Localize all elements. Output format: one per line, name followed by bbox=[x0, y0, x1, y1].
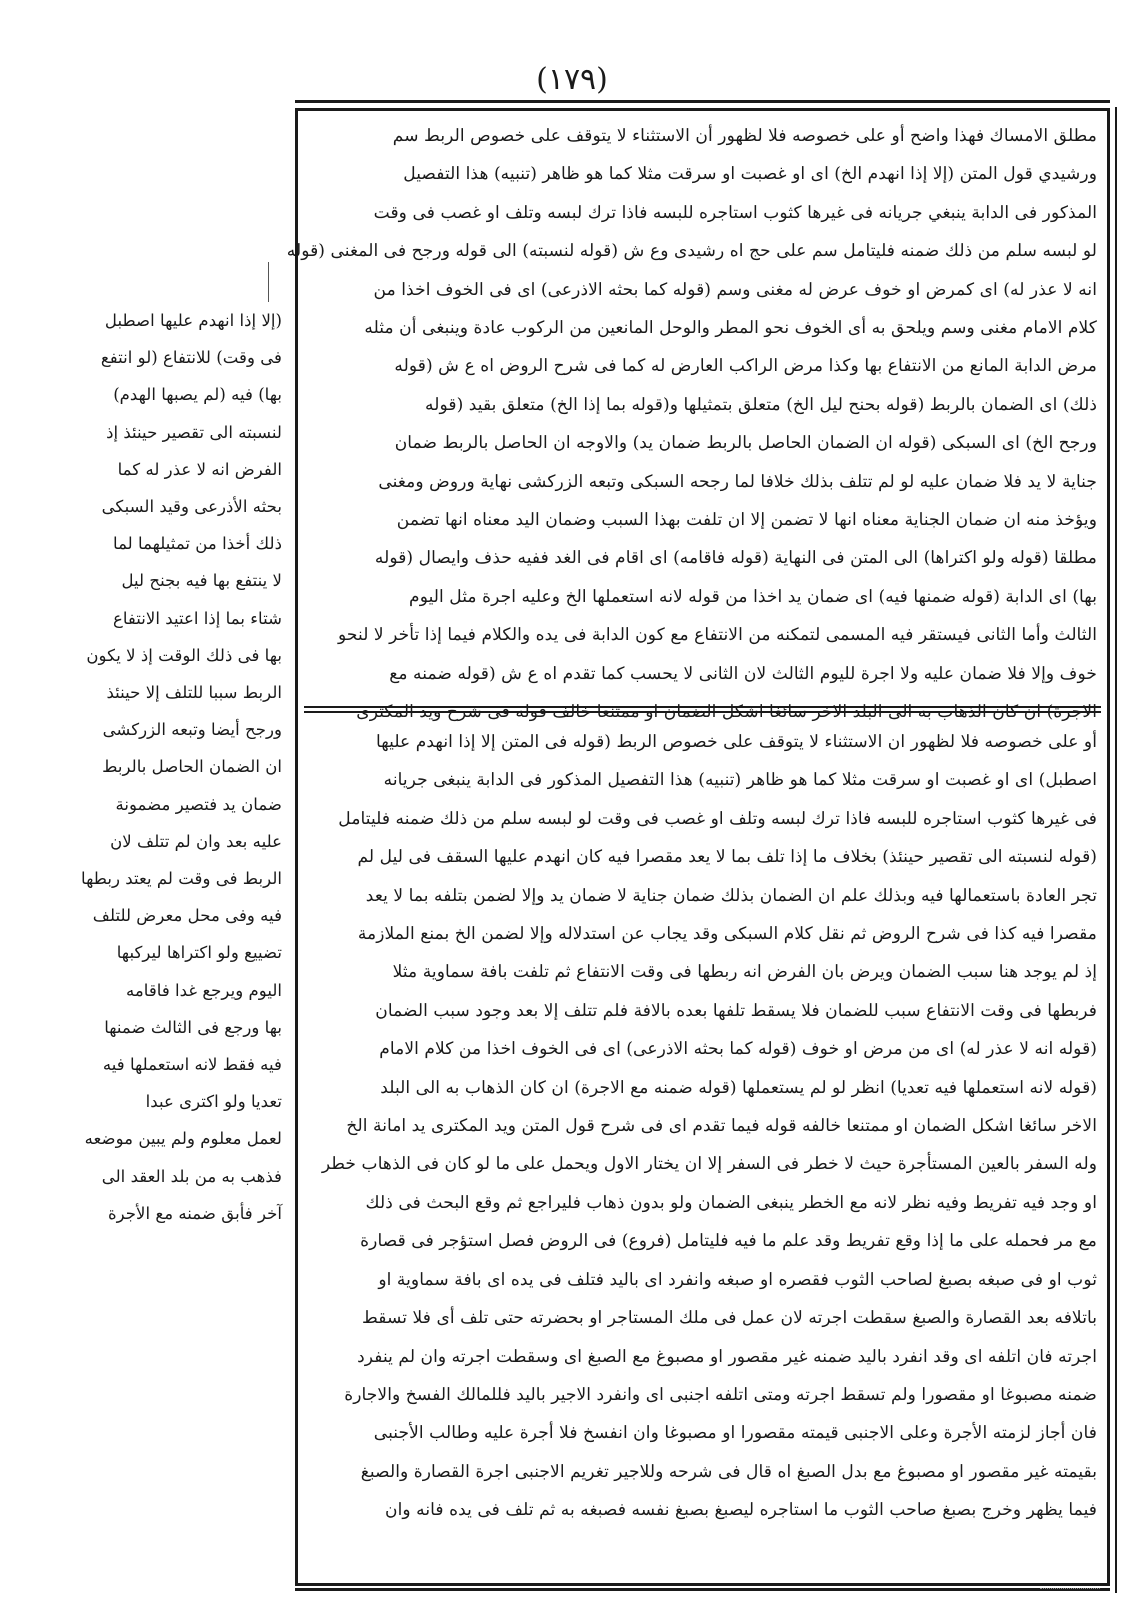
margin-text-line: الربط سببا للتلف إلا حينئذ bbox=[106, 683, 282, 703]
margin-note-column bbox=[72, 302, 282, 1592]
margin-text-line: فى وقت) للانتفاع (لو انتفع bbox=[100, 348, 282, 368]
lower-text-line: بقيمته غير مقصور او مصبوغ مع بدل الصبغ اه قال فى شرحه وللاجير تغريم الاجنبى اجرة القصارة والصبغ bbox=[360, 1461, 1097, 1482]
upper-text-line: الاجرة) ان كان الذهاب به الى البلد الاخر سائغا اشكل الضمان او ممتنعا خالف قوله فى شرح ويد المكترى bbox=[356, 702, 1097, 723]
margin-text-line: تعديا ولو اكترى عبدا bbox=[145, 1092, 282, 1112]
upper-text-line: كلام الامام مغنى وسم ويلحق به أى الخوف نحو المطر والوحل المانعين من الركوب عادة وينبغى أن مثله bbox=[364, 318, 1097, 339]
margin-text-line: بها) فيه (لم يصبها الهدم) bbox=[113, 385, 282, 405]
lower-text-line: وله السفر بالعين المستأجرة حيث لا خطر فى السفر إلا ان يختار الاول ويحمل على ما لو كان فى الذهاب خطر bbox=[321, 1154, 1097, 1175]
upper-text-line: ورشيدي قول المتن (إلا إذا انهدم الخ) اى او غصبت او سرقت مثلا كما هو ظاهر (تنبيه) هذا التفصيل bbox=[403, 164, 1097, 185]
margin-text-line: آخر فأبق ضمنه مع الأجرة bbox=[107, 1203, 282, 1223]
lower-text-line: فربطها فى وقت الانتفاع سبب للضمان فلا يسقط تلفها بعده بالافة فلم تتلف إلا بعد وجود سبب الضمان bbox=[375, 1000, 1097, 1021]
upper-text-line: مطلقا (قوله ولو اكتراها) الى المتن فى النهاية (قوله فاقامه) اى اقام فى الغد ففيه حذف وايصال (قوله bbox=[374, 548, 1097, 569]
margin-rule bbox=[268, 262, 269, 302]
commentary-frame bbox=[286, 108, 1110, 1586]
margin-text-line: تضييع ولو اكتراها ليركبها bbox=[116, 943, 282, 963]
margin-text-line: عليه بعد وان لم تتلف لان bbox=[110, 831, 282, 851]
top-rule bbox=[295, 100, 1110, 103]
margin-text-line: شتاء بما إذا اعتيد الانتفاع bbox=[112, 608, 282, 628]
lower-commentary-block bbox=[308, 723, 1097, 1573]
lower-text-line: فيما يظهر وخرج بصبغ صاحب الثوب ما استاجره ليصبغ بصبغ نفسه فصبغه به ثم تلف فى يده فانه وان bbox=[385, 1500, 1097, 1521]
upper-text-line: ورجح الخ) اى السبكى (قوله ان الضمان الحاصل بالربط ضمان يد) والاوجه ان الحاصل بالربط ضمان bbox=[394, 433, 1097, 454]
lower-text-line: إذ لم يوجد هنا سبب الضمان ويرض بان الفرض انه ربطها فى وقت الانتفاع ثم تلفت بافة سماوية مثلا bbox=[392, 962, 1097, 983]
upper-text-line: المذكور فى الدابة ينبغي جريانه فى غيرها كثوب استاجره للبسه فاذا ترك لبسه وتلف او غصب فى وقت bbox=[373, 202, 1097, 223]
margin-text-line: فيه وفى محل معرض للتلف bbox=[92, 906, 282, 926]
upper-text-line: لو لبسه سلم من ذلك ضمنه فليتامل سم على حج اه رشيدى وع ش (قوله لنسبته) الى قوله ورجح فى المغنى (قوله bbox=[286, 241, 1097, 262]
lower-text-line: مع مر فحمله على ما إذا وقع تفريط وقد علم ما فيه فليتامل (فروع) فى الروض فصل استؤجر فى قصارة bbox=[360, 1231, 1097, 1252]
margin-text-line: (إلا إذا انهدم عليها اصطبل bbox=[104, 311, 282, 330]
lower-text-line: (قوله لانه استعملها فيه تعديا) انظر لو لم يستعملها (قوله ضمنه مع الاجرة) ان كان الذهاب به الى البلد bbox=[380, 1077, 1097, 1098]
lower-text-line: الاخر سائغا اشكل الضمان او ممتنعا خالفه قوله فيما تقدم اى فى شرح قول المتن ويد المكترى يد امانة الخ bbox=[346, 1116, 1097, 1137]
lower-text-line: فان أجاز لزمته الأجرة وعلى الاجنبى قيمته مقصورا او مصبوغا وان انفسخ فلا أجرة عليه وطالب الأجنبى bbox=[373, 1423, 1097, 1444]
margin-text-line: فذهب به من بلد العقد الى bbox=[101, 1166, 282, 1186]
lower-text-line: اجرته فان اتلفه اى وقد انفرد باليد ضمنه غير مقصور او مصبوغ مع الصبغ اى وسقطت اجرته وان لم ينفرد bbox=[357, 1346, 1097, 1367]
section-divider bbox=[304, 706, 1101, 713]
lower-text-line: أو على خصوصه فلا لظهور ان الاستثناء لا يتوقف على خصوص الربط (قوله فى المتن إلا إذا انهدم عليها bbox=[375, 732, 1097, 752]
margin-text-line: بها فى ذلك الوقت إذ لا يكون bbox=[86, 645, 282, 665]
margin-text-line: بحثه الأذرعى وقيد السبكى bbox=[101, 497, 282, 517]
lower-text-line: باتلافه بعد القصارة والصبغ سقطت اجرته لان عمل فى ملك المستاجر او بحضرته حتى تلف أى فلا تسقط bbox=[361, 1308, 1097, 1329]
lower-text-line: مقصرا فيه كذا فى شرح الروض ثم نقل كلام السبكى وقد يجاب عن استدلاله وإلا لضمن الخ بمنع الملازمة bbox=[357, 924, 1097, 945]
upper-commentary-block bbox=[286, 117, 1097, 723]
margin-text-line: لعمل معلوم ولم يبين موضعه bbox=[84, 1129, 282, 1149]
lower-text-line: ثوب او فى صبغه بصبغ لصاحب الثوب فقصره او صبغه وانفرد اى باليد فتلف فى يده اى بافة سماوية او bbox=[378, 1269, 1097, 1290]
lower-text-line: (قوله لنسبته الى تقصير حينئذ) بخلاف ما إذا تلف بما لا يعد مقصرا فيه كان انهدم عليها السقف فى ليل لم bbox=[357, 847, 1097, 868]
upper-text-line: بها) اى الدابة (قوله ضمنها فيه) اى ضمان يد اخذا من قوله لانه استعملها الخ وعليه اجرة مثل اليوم bbox=[409, 586, 1097, 607]
upper-text-line: ذلك) اى الضمان بالربط (قوله بحنح ليل الخ) متعلق بتمثيلها و(قوله بما إذا الخ) متعلق بقيد (قوله bbox=[425, 394, 1097, 415]
upper-text-line: انه لا عذر له) اى كمرض او خوف عرض له مغنى وسم (قوله كما بحثه الاذرعى) اى فى الخوف اخذا من bbox=[373, 279, 1097, 300]
margin-text-line: الربط فى وقت لم يعتد ربطها bbox=[81, 869, 282, 889]
margin-text-line: الفرض انه لا عذر له كما bbox=[117, 459, 282, 479]
upper-text-line: جناية لا يد فلا ضمان عليه لو لم تتلف بذلك خلافا لما رجحه السبكى وتبعه الزركشى نهاية وروض ومغنى bbox=[378, 471, 1097, 492]
margin-text-line: ذلك أخذا من تمثيلهما لما bbox=[113, 534, 282, 554]
lower-text-line: او وجد فيه تفريط وفيه نظر لانه مع الخطر ينبغى الضمان ولو بدون ذهاب فليراجع ثم وقع البحث فى ذلك bbox=[365, 1192, 1097, 1213]
upper-text-line: خوف وإلا فلا ضمان عليه ولا اجرة لليوم الثالث لان الثانى لا يحسب كما تقدم اه ع ش (قوله ضمنه مع bbox=[389, 663, 1097, 684]
upper-text-line: الثالث وأما الثانى فيستقر فيه المسمى لتمكنه من الانتفاع مع كون الدابة فى يده والكلام فيما إذا تأخر لا لنحو bbox=[338, 625, 1097, 646]
lower-text-line: اصطبل) اى او غصبت او سرقت مثلا كما هو ظاهر (تنبيه) هذا التفصيل المذكور فى الدابة ينبغى جريانه bbox=[383, 770, 1097, 791]
margin-text-line: لا ينتفع بها فيه بجنح ليل bbox=[121, 571, 282, 591]
margin-text-line: ورجح أيضا وتبعه الزركشى bbox=[102, 720, 282, 740]
margin-text-line: ضمان يد فتصير مضمونة bbox=[115, 794, 282, 814]
bottom-rule bbox=[295, 1588, 1110, 1591]
margin-text-line: لنسبته الى تقصير حينئذ إذ bbox=[106, 422, 282, 442]
margin-text-line: فيه فقط لانه استعملها فيه bbox=[102, 1055, 282, 1075]
lower-text-line: تجر العادة باستعمالها فيه وبذلك علم ان الضمان بذلك ضمان جناية لا ضمان يد وإلا لضمن بتلفه بما لا يعد bbox=[365, 885, 1097, 906]
lower-text-line: (قوله انه لا عذر له) اى من مرض او خوف (قوله كما بحثه الاذرعى) اى فى الخوف اخذا من كلام الامام bbox=[379, 1039, 1097, 1060]
margin-text-line: بها ورجع فى الثالث ضمنها bbox=[104, 1017, 282, 1037]
page-number: (١٧٩) bbox=[536, 62, 608, 97]
upper-text-line: مرض الدابة المانع من الانتفاع بها وكذا مرض الراكب العارض له كما فى شرح الروض اه ع ش (قوله bbox=[394, 356, 1097, 377]
lower-text-line: فى غيرها كثوب استاجره للبسه فاذا ترك لبسه وتلف او غصب فى وقت لو لبسه سلم من ذلك ضمنه فليتامل bbox=[338, 808, 1097, 829]
lower-text-line: ضمنه مصبوغا او مقصورا ولم تسقط اجرته ومتى اتلفه اجنبى اى وانفرد الاجير باليد فللمالك الفسخ والاجارة bbox=[344, 1384, 1097, 1405]
margin-text-line: ان الضمان الحاصل بالربط bbox=[102, 757, 282, 777]
upper-text-line: مطلق الامساك فهذا واضح أو على خصوصه فلا لظهور أن الاستثناء لا يتوقف على خصوص الربط سم bbox=[392, 126, 1097, 146]
margin-text-line: اليوم ويرجع غدا فاقامه bbox=[126, 980, 282, 1000]
upper-text-line: ويؤخذ منه ان ضمان الجناية معناه انها لا تضمن إلا ان تلفت بهذا السبب وضمان اليد معناه انها تضمن bbox=[396, 510, 1097, 531]
scan-speck bbox=[1040, 1588, 1100, 1593]
